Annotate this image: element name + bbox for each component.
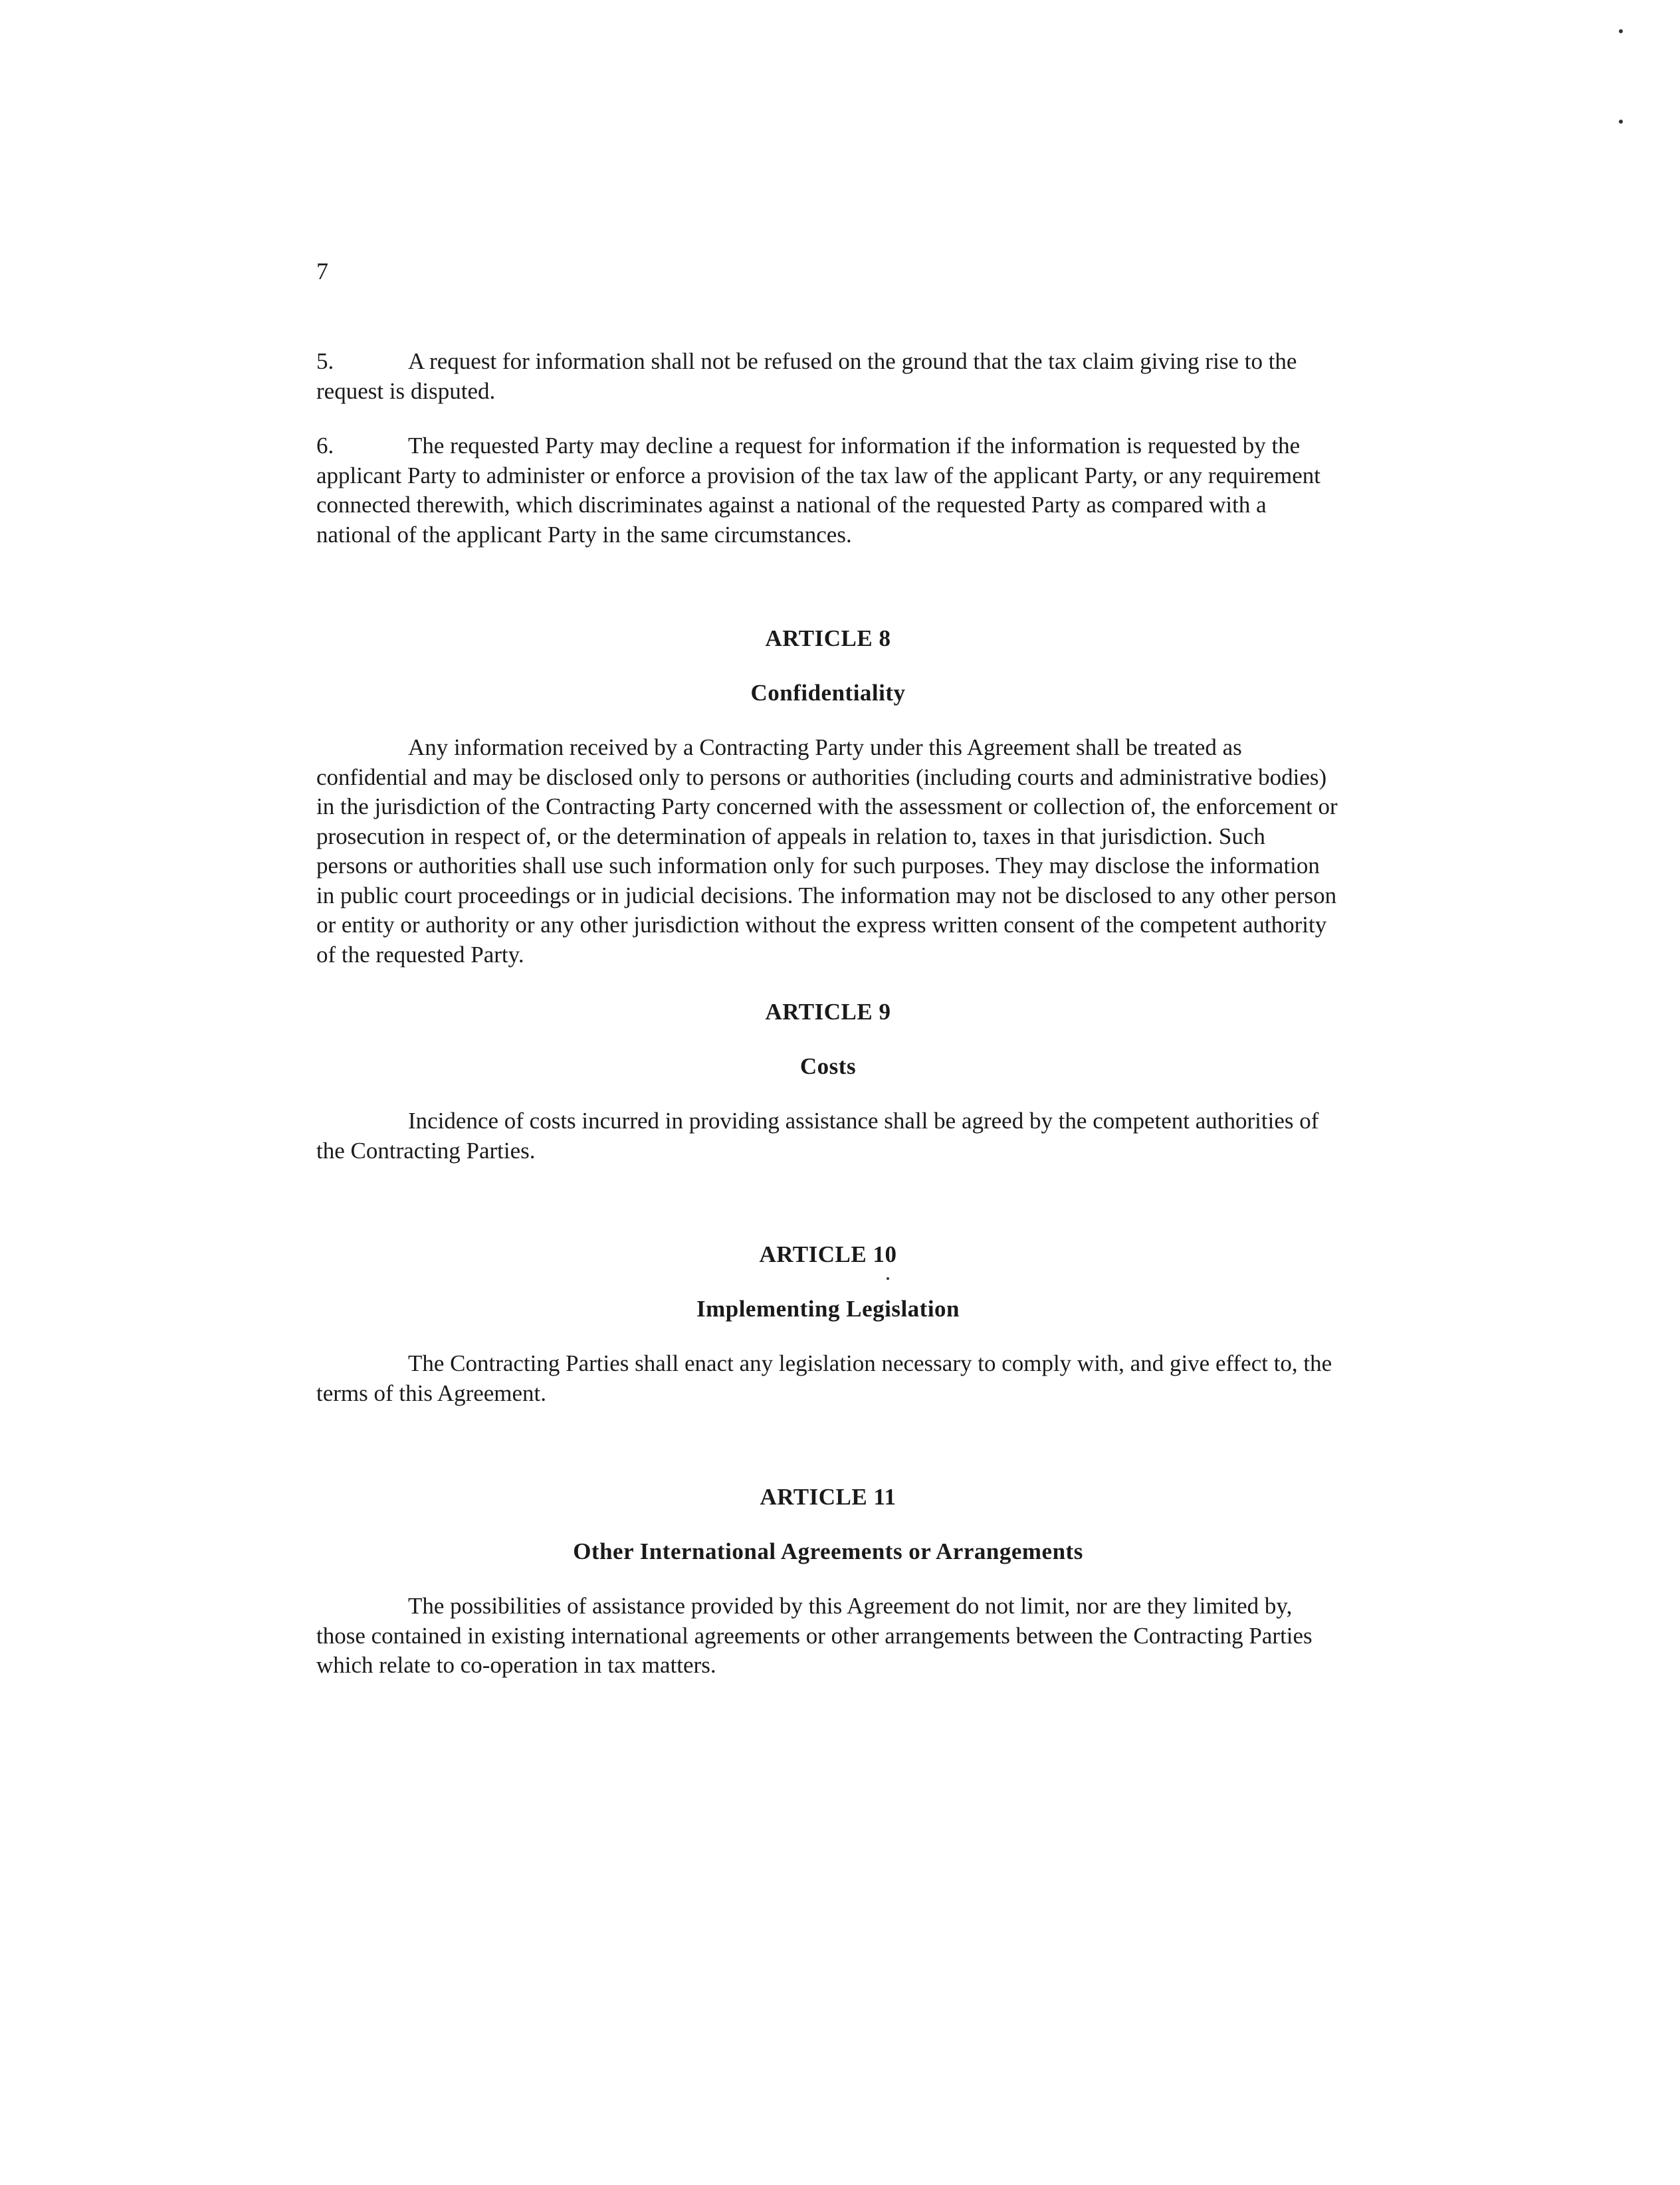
paragraph-6 [316,431,1340,550]
article-10-heading: ARTICLE 10 [759,1241,897,1267]
article-9-title: Costs [799,1053,857,1079]
article-11-heading: ARTICLE 11 [760,1484,896,1510]
article-11-title: Other International Agreements or Arrangements [573,1538,1083,1564]
article-10-text: The Contracting Parties shall enact any legislation necessary to comply with, and give effect to, the terms of this Agreement. [316,1350,1332,1406]
article-9-heading: ARTICLE 9 [765,999,891,1025]
article-8-text: Any information received by a Contracting Party under this Agreement shall be treated as confidential and may be disclosed only to persons or authorities (including courts and administrative bodies) in the jurisdiction of the Contracting Party concerned with the assessment or collection of, the enforcement or prosecution in respect of, or the determination of appeals in relation to, taxes in that jurisdiction. Such persons or authorities shall use such information only for such purposes. They may disclose the information in public court proceedings or in judicial decisions. The information may not be disclosed to any other person or entity or authority or any other jurisdiction without the express written consent of the competent authority of the requested Party. [316,734,1338,968]
scan-speck [1619,29,1623,33]
document-body [316,347,1340,1681]
article-8-heading: ARTICLE 8 [765,625,891,651]
article-11-text: The possibilities of assistance provided by this Agreement do not limit, nor are they limited by, those contained in existing international agreements or other arrangements between the Contracting Parties which relate to co-operation in tax matters. [316,1593,1312,1678]
article-10-title: Implementing Legislation [696,1296,960,1322]
paragraph-5 [316,347,1340,406]
scan-speck [1619,120,1623,124]
article-9-text: Incidence of costs incurred in providing assistance shall be agreed by the competent authorities of the Contracting Parties. [316,1108,1319,1164]
page-number: 7 [316,258,328,284]
article-8-title: Confidentiality [750,680,906,706]
paragraph-text: A request for information shall not be refused on the ground that the tax claim giving rise to the request is disputed. [316,348,1297,404]
paragraph-text: The requested Party may decline a request for information if the information is requested by the applicant Party to administer or enforce a provision of the tax law of the applicant Party, or any requirement connected therewith, which discriminates against a national of the requested Party as compared with a national of the applicant Party in the same circumstances. [316,433,1320,548]
paragraph-number: 6. [316,433,334,459]
paragraph-number: 5. [316,348,334,374]
